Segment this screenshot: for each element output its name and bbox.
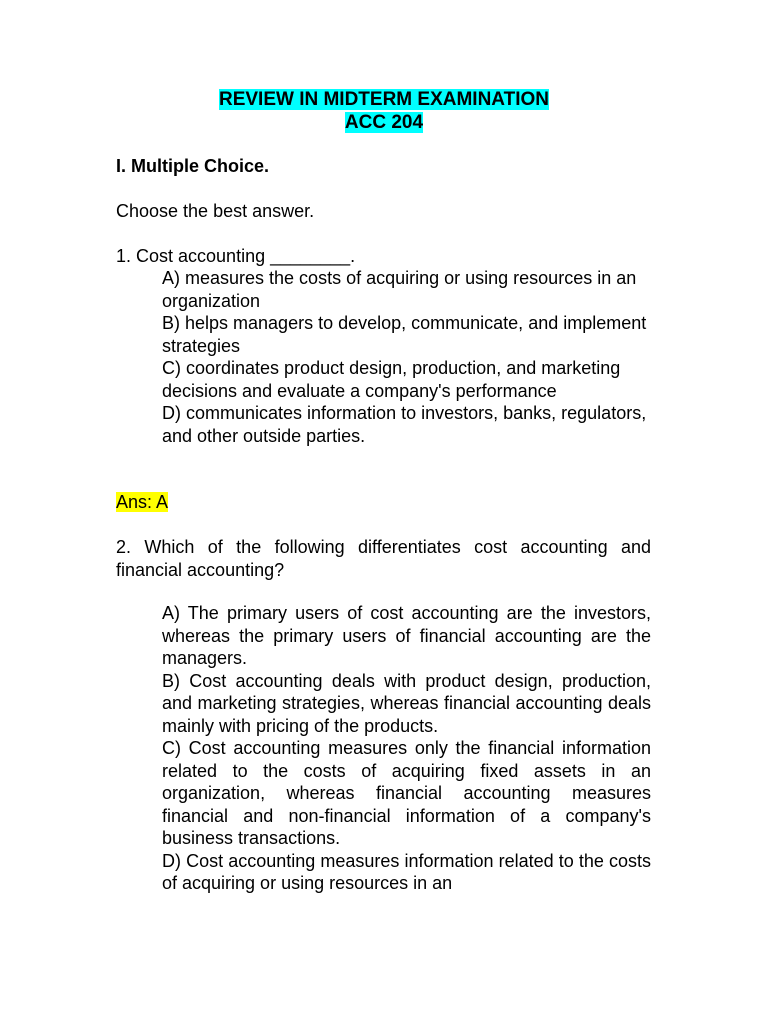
title-line-1: REVIEW IN MIDTERM EXAMINATION: [218, 89, 550, 110]
question-2-option-b: B) Cost accounting deals with product design, production, and marketing strategies, whereas financial accounting deals mainly with pricing of the products.: [162, 670, 651, 736]
document-title: [0, 88, 768, 134]
section-heading: I. Multiple Choice.: [116, 156, 270, 176]
question-1-option-a: A) measures the costs of acquiring or using resources in an organization: [162, 268, 637, 311]
question-1-option-d: D) communicates information to investors, banks, regulators, and other outside parties.: [162, 403, 647, 446]
title-line-2: ACC 204: [344, 112, 424, 133]
question-2-option-c: C) Cost accounting measures only the financial information related to the costs of acquiring fixed assets in an organization, whereas financial accounting measures financial and non-financial information of a company's business transactions.: [162, 738, 651, 848]
question-1-options: [162, 267, 651, 447]
question-2-option-a: A) The primary users of cost accounting are the investors, whereas the primary users of financial accounting are the managers.: [162, 603, 651, 668]
answer-text: Ans: A: [116, 492, 169, 512]
question-1-answer: [116, 491, 651, 514]
question-2-option-d: D) Cost accounting measures information related to the costs of acquiring or using resources in an: [162, 850, 651, 893]
question-1-option-c: C) coordinates product design, production, and marketing decisions and evaluate a company's performance: [162, 358, 621, 401]
question-2-options: [162, 602, 651, 895]
question-2-stem: 2. Which of the following differentiates cost accounting and financial accounting?: [116, 537, 651, 580]
question-1-option-b: B) helps managers to develop, communicate, and implement strategies: [162, 313, 647, 356]
question-1-stem: 1. Cost accounting ________.: [116, 246, 356, 266]
instruction-text: Choose the best answer.: [116, 201, 315, 221]
